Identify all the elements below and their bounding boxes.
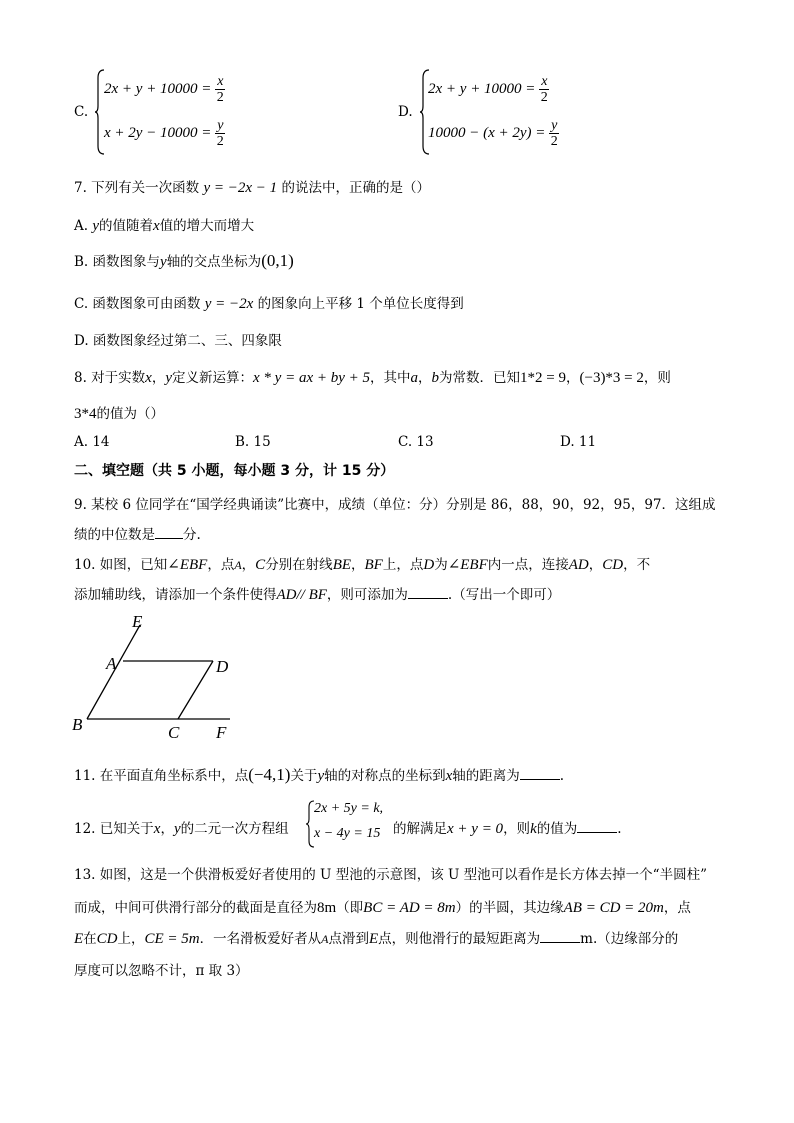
q13-line4: 厚度可以忽略不计，π 取 3） [74, 963, 249, 979]
q12-equation-1: 2x + 5y = k, [314, 801, 384, 816]
q12-answer-blank[interactable] [577, 820, 617, 833]
q8-stem-line1: 8. 对于实数x，y定义新运算：x * y = ax + by + 5，其中a，b为常数．已知1*2 = 9，(−3)*3 = 2，则 [74, 370, 671, 386]
q9-line2: 绩的中位数是 分. [74, 527, 201, 543]
q6-c-equation-1: 2x + y + 10000 = $\frac{x}{2}$ [104, 74, 224, 105]
q8-option-c: C. 13 [398, 434, 434, 450]
label-f: F [216, 723, 227, 742]
q8-stem-line2: 3*4的值为（） [74, 406, 164, 422]
label-e: E [132, 612, 143, 631]
q13-line2: 而成，中间可供滑行部分的截面是直径为8m（即BC = AD = 8m）的半圆，其边缘AB = CD = 20m，点 [74, 900, 691, 916]
q11-answer-blank[interactable] [520, 767, 560, 780]
q7-option-c: C. 函数图象可由函数 y = −2x 的图象向上平移 1 个单位长度得到 [74, 296, 464, 312]
q6-option-c-label: C. [74, 104, 89, 120]
q10-figure [60, 605, 260, 755]
q13-line3: E在CD上，CE = 5m．一名滑板爱好者从A点滑到E点，则他滑行的最短距离为 m.（边缘部分的 [74, 931, 679, 947]
q12-line-end: 的解满足x + y = 0，则k的值为 . [393, 821, 622, 837]
q7-option-a: A. y的值随着x值的增大而增大 [74, 218, 255, 234]
q9-answer-blank[interactable] [155, 526, 183, 539]
q11-line: 11. 在平面直角坐标系中，点(−4,1)关于y轴的对称点的坐标到x轴的距离为 . [74, 765, 565, 784]
q8-option-d: D. 11 [560, 434, 597, 450]
q10-line1: 10. 如图，已知∠EBF，点A，C分别在射线BE，BF上，点D为∠EBF内一点，连接AD，CD，不 [74, 557, 651, 573]
q7-option-d: D. 函数图象经过第二、三、四象限 [74, 333, 282, 349]
q10-line2: 添加辅助线，请添加一个条件使得AD// BF，则可添加为 .（写出一个即可） [74, 587, 561, 603]
label-d: D [216, 657, 229, 676]
section-2-title: 二、填空题（共 5 小题，每小题 3 分，计 15 分） [74, 463, 395, 479]
q6-option-d-label: D. [398, 104, 413, 120]
q10-answer-blank[interactable] [408, 586, 448, 599]
q6-c-equation-2: x + 2y − 10000 = $\frac{y}{2}$ [104, 118, 224, 149]
label-b: B [72, 715, 83, 734]
q8-option-b: B. 15 [235, 434, 271, 450]
q13-line1: 13. 如图，这是一个供滑板爱好者使用的 U 型池的示意图，该 U 型池可以看作是长方体去掉一个“半圆柱” [74, 867, 707, 883]
segment-cd [178, 661, 213, 719]
q7-option-b: B. 函数图象与y轴的交点坐标为(0,1) [74, 251, 294, 270]
q9-line1: 9. 某校 6 位同学在“国学经典诵读”比赛中，成绩（单位：分）分别是 86，88，90，92，95，97．这组成 [74, 497, 716, 513]
q12-line-start: 12. 已知关于x，y的二元一次方程组 [74, 821, 289, 837]
q6-d-equation-2: 10000 − (x + 2y) = $\frac{y}{2}$ [428, 118, 558, 149]
label-a: A [106, 654, 117, 673]
q6-d-equation-1: 2x + y + 10000 = $\frac{x}{2}$ [428, 74, 548, 105]
q8-option-a: A. 14 [74, 434, 110, 450]
label-c: C [168, 723, 180, 742]
q13-answer-blank[interactable] [540, 930, 580, 943]
q12-equation-2: x − 4y = 15 [314, 826, 381, 841]
q7-stem: 7. 下列有关一次函数 y = −2x − 1 的说法中，正确的是（） [74, 180, 430, 196]
